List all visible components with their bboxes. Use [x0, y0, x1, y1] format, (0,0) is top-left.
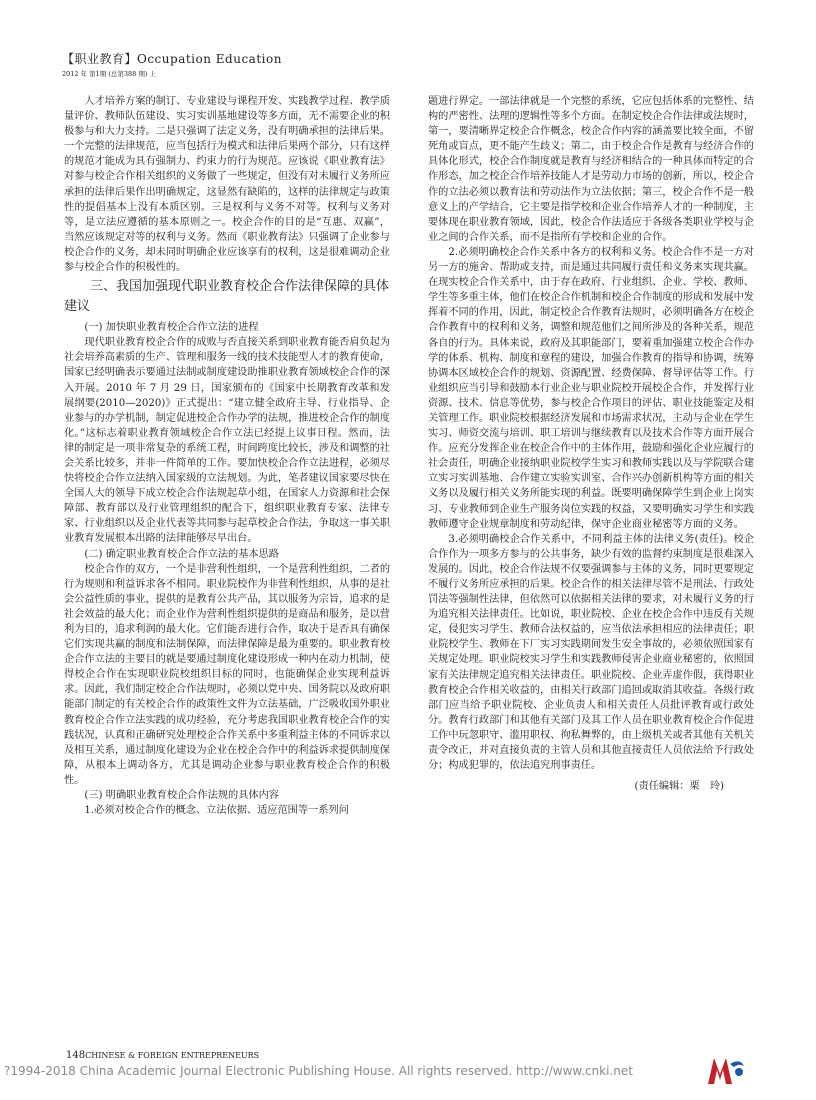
running-header	[62, 50, 282, 78]
subsection-heading: (三) 明确职业教育校企合作法规的具体内容	[84, 790, 279, 802]
left-column	[64, 94, 390, 818]
paragraph: 3.必须明确校企合作关系中，不同利益主体的法律义务(责任)。校企合作作为一项多方参与的公共事务，缺少有效的监督约束制度是很难深入发展的。因此，校企合作法规不仅要强调参与主体的义务，同时更要规定不履行义务所应承担的后果。校企合作的相关法律尽管不是刑法、行政处罚法等强制性法律，但依然可以依据相关法律的要求，对未履行义务的行为追究相关法律责任。比如说，职业院校、企业在校企合作中违反有关规定，侵犯实习学生、教师合法权益的，应当依法承担相应的法律责任；职业院校学生、教师在下厂实习实践期间发生安全事故的，必须依照国家有关规定处理。职业院校实习学生和实践教师侵害企业商业秘密的，依照国家有关法律规定追究相关法律责任。职业院校、企业弄虚作假，获得职业教育校企合作相关收益的，由相关行政部门追回或取消其收益。各级行政部门应当给予职业院校、企业负责人和相关责任人员批评教育或行政处分。教育行政部门和其他有关部门及其工作人员在职业教育校企合作促进工作中玩忽职守、滥用职权、徇私舞弊的，由上级机关或者其他有关机关责令改正，并对直接负责的主管人员和其他直接责任人员依法给予行政处分；构成犯罪的，依法追究刑事责任。	[428, 533, 754, 772]
editor-credit: (责任编辑：栗 玲)	[634, 781, 724, 793]
right-column	[428, 94, 754, 794]
subsection-heading: (二) 确定职业教育校企合作立法的基本思路	[84, 548, 279, 560]
issue-info: 2012 年 第1期 (总第388 期) 上	[62, 70, 156, 78]
page-number: 148	[66, 1050, 86, 1061]
paragraph: 校企合作的双方，一个是非营利性组织，一个是营利性组织，二者的行为规则和利益诉求各不相同。职业院校作为非营利性组织，从事的是社会公益性质的事业，提供的是教育公共产品，其以服务为宗旨，追求的是社会效益的最大化；而企业作为营利性组织提供的是商品和服务，是以营利为目的，追求利润的最大化。它们能否进行合作，取决于是否具有确保它们实现共赢的制度和法制保障，而法律保障是最为重要的。职业教育校企合作立法的主要目的就是要通过制度化建设形成一种内在动力机制，使得校企合作在实现职业院校组织目标的同时，也能确保企业实现利益诉求。因此，我们制定校企合作法规时，必须以党中央、国务院以及政府职能部门制定的有关校企合作的政策性文件为立法基础，广泛吸收国外职业教育校企合作立法实践的成功经验，充分考虑我国职业教育校企合作的实践状况，认真和正确研究处理校企合作关系中多重利益主体的不同诉求以及相互关系，通过制度化建设为企业在校企合作中的利益诉求提供制度保障，从根本上调动各方，尤其是调动企业参与职业教育校企合作的积极性。	[64, 563, 391, 786]
page-footer	[66, 1050, 259, 1061]
paragraph: 人才培养方案的制订、专业建设与课程开发、实践教学过程、教学质量评价、教师队伍建设、实习实训基地建设等多方面，无不需要企业的积极参与和大力支持。二是只强调了法定义务，没有明确承担的法律后果。一个完整的法律规范，应当包括行为模式和法律后果两个部分，只有这样的规范才能成为具有强制力、约束力的行为规范。应该说《职业教育法》对参与校企合作相关组织的义务做了一些规定，但没有对未履行义务所应承担的法律后果作出明确规定，这显然有缺陷的，这样的法律规定与政策性的提倡基本上没有本质区别。三是权利与义务不对等。权利与义务对等，是立法应遵循的基本原则之一。校企合作的目的是“互惠、双赢”，当然应该规定对等的权利与义务。然而《职业教育法》只强调了企业参与校企合作的义务，却未同时明确企业应该享有的权利，这是很难调动企业参与校企合作的积极性的。	[64, 96, 391, 274]
section-heading: 三、我国加强现代职业教育校企合作法律保障的具体建议	[64, 279, 390, 314]
copyright-notice: ?1994-2018 China Academic Journal Electronic Publishing House. All rights reserved. http://www.cnki.net	[4, 1064, 633, 1078]
article-body	[64, 94, 754, 1049]
paragraph: 1.必须对校企合作的概念、立法依据、适应范围等一系列问	[84, 805, 349, 817]
paragraph: 题进行界定。一部法律就是一个完整的系统，它应包括体系的完整性、结构的严密性、法理的逻辑性等多个方面。在制定校企合作法律或法规时，第一，要清晰界定校企合作概念，校企合作内容的涵盖要比较全面，不留死角或盲点，更不能产生歧义；第二，由于校企合作是教育与经济合作的具体化形式，校企合作制度就是教育与经济相结合的一种具体而特定的合作形态，加之校企合作培养技能人才是劳动力市场的创新，所以，校企合作的立法必须以教育法和劳动法作为立法依据；第三，校企合作不是一般意义上的产学结合，它主要是指学校和企业合作培养人才的一种制度，主要体现在职业教育领域，因此，校企合作法适应于各级各类职业学校与企业之间的合作关系，而不是指所有学校和企业的合作。	[428, 96, 754, 243]
journal-title: 【职业教育】Occupation Education	[62, 52, 282, 66]
paragraph: 2.必须明确校企合作关系中各方的权利和义务。校企合作不是一方对另一方的施舍、帮助或支持，而是通过共同履行责任和义务来实现共赢。在现实校企合作关系中，由于存在政府、行业组织、企业、学校、教师、学生等多重主体，他们在校企合作机制和校企合作制度的形成和发展中发挥着不同的作用，因此，制定校企合作教育法规时，必须明确各方在校企合作教育中的权利和义务，调整和规范他们之间所涉及的各种关系，规范各自的行为。具体来说，政府及其职能部门，要着重加强建立校企合作办学的体系、机构、制度和章程的建设，加强合作教育的指导和协调，统筹协调本区域校企合作的规划、资源配置、经费保障、督导评估等工作。行业组织应当引导和鼓励本行业企业与职业院校开展校企合作，并发挥行业资源、技术、信息等优势，参与校企合作项目的评估、职业技能鉴定及相关管理工作。职业院校根据经济发展和市场需求状况，主动与企业在学生实习、师资交流与培训、职工培训与继续教育以及技术合作等方面开展合作。应充分发挥企业在校企合作中的主体作用，鼓励和强化企业应履行的社会责任，明确企业接纳职业院校学生实习和教师实践以及与学院联合建立实习实训基地、合作建立实验实训室、合作兴办创新机构等方面的相关义务以及履行相关义务所能实现的利益。既要明确保障学生到企业上岗实习、专业教师到企业生产服务岗位实践的权益，又要明确实习学生和实践教师遵守企业规章制度和劳动纪律，保守企业商业秘密等方面的义务。	[428, 246, 754, 530]
paragraph: 现代职业教育校企合作的成败与否直接关系到职业教育能否肩负起为社会培养高素质的生产、管理和服务一线的技术技能型人才的教育使命，国家已经明确表示要通过法制或制度建设助推职业教育领域校企合作的深入开展。2010 年 7 月 29 日，国家颁布的《国家中长期教育改革和发展纲要(2010—2020)》正式提出：“建立健全政府主导、行业指导、企业参与的办学机制，制定促进校企合作办学的法规，推进校企合作的制度化。”这标志着职业教育领域校企合作立法已经提上议事日程。然而，法律的制定是一项非常复杂的系统工程，时间跨度比较长，涉及和调整的社会关系比较多，并非一件简单的工作。要加快校企合作立法进程，必须尽快将校企合作立法纳入国家级的立法规划。为此，笔者建议国家要尽快在全国人大的领导下成立校企合作法规起草小组，在国家人力资源和社会保障部、教育部以及行业管理组织的配合下，组织职业教育专家、法律专家、行业组织以及企业代表等共同参与起草校企合作法，争取这一事关职业教育发展根本出路的法律能够尽早出台。	[64, 337, 391, 545]
cnki-logo-icon	[706, 1054, 746, 1086]
subsection-heading: (一) 加快职业教育校企合作立法的进程	[84, 322, 259, 334]
journal-english-name: CHINESE & FOREIGN ENTREPRENEURS	[85, 1051, 260, 1060]
